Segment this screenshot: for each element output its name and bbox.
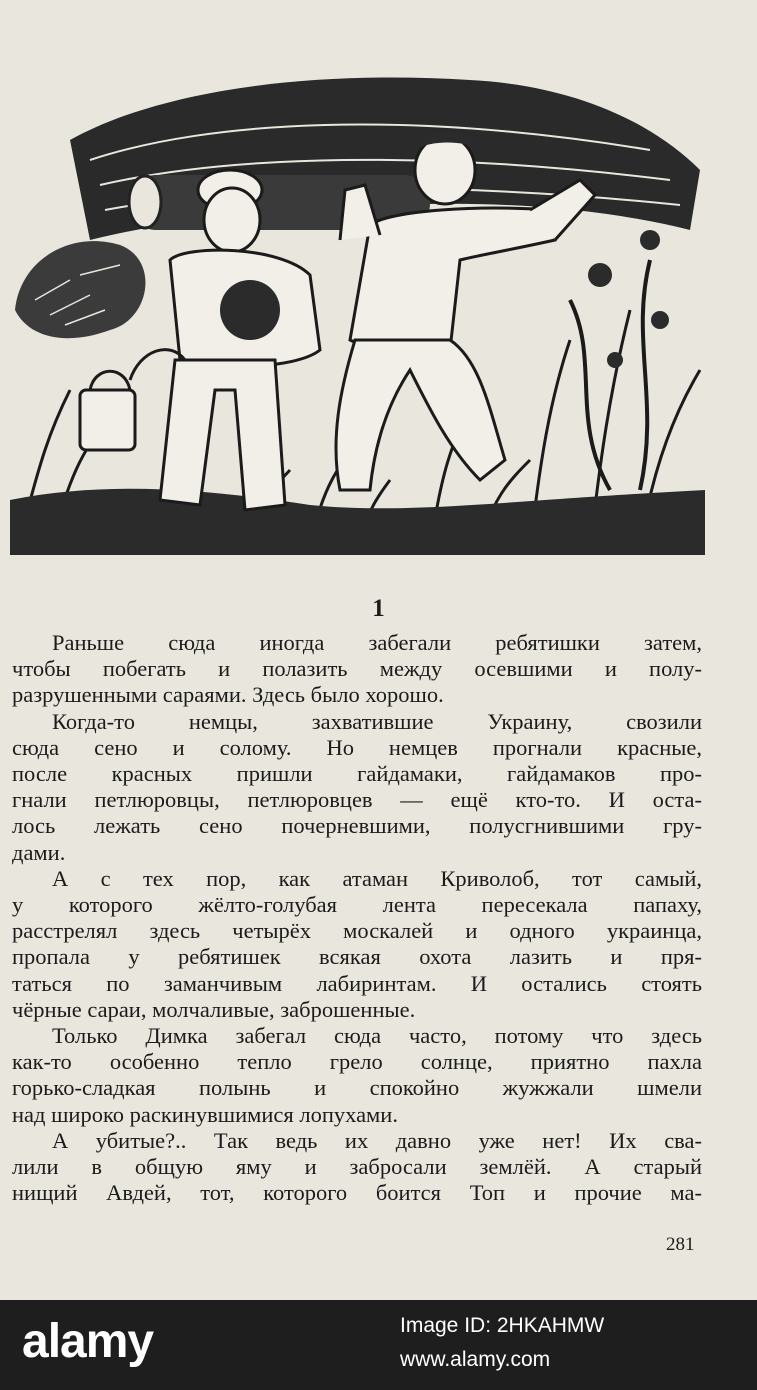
image-id: Image ID: 2HKAHMW bbox=[400, 1314, 605, 1337]
text-line: чтобы побегать и полазить между осевшими и полу- bbox=[12, 656, 702, 682]
text-line: горько-сладкая полынь и спокойно жужжали шмели bbox=[12, 1075, 702, 1101]
text-line: над широко раскинувшимися лопухами. bbox=[12, 1101, 398, 1127]
text-line: дами. bbox=[12, 839, 66, 865]
page-number: 281 bbox=[666, 1234, 695, 1255]
text-line: гнали петлюровцы, петлюровцев — ещё кто-то. И оста- bbox=[12, 787, 702, 813]
text-line: Раньше сюда иногда забегали ребятишки затем, bbox=[52, 630, 702, 655]
body-text bbox=[12, 630, 702, 1206]
text-line: А с тех пор, как атаман Криволоб, тот самый, bbox=[52, 865, 702, 891]
text-line: пропала у ребятишек всякая охота лазить и пря- bbox=[12, 944, 702, 970]
text-line: расстрелял здесь четырёх москалей и одного украинца, bbox=[12, 918, 702, 944]
site-url: www.alamy.com bbox=[400, 1348, 551, 1371]
text-line: лось лежать сено почерневшими, полусгнившими гру- bbox=[12, 813, 702, 839]
alamy-logo: alamy bbox=[22, 1315, 154, 1368]
text-line: у которого жёлто-голубая лента пересекала папаху, bbox=[12, 892, 702, 918]
text-line: нищий Авдей, тот, которого боится Топ и прочие ма- bbox=[12, 1180, 702, 1206]
text-line: таться по заманчивым лабиринтам. И остались стоять bbox=[12, 970, 702, 996]
text-line: лили в общую яму и забросали землёй. А старый bbox=[12, 1154, 702, 1180]
text-line: сюда сено и солому. Но немцев прогнали красные, bbox=[12, 734, 702, 760]
text-line: после красных пришли гайдамаки, гайдамаков про- bbox=[12, 761, 702, 787]
text-line: Только Димка забегал сюда часто, потому что здесь bbox=[52, 1023, 702, 1049]
chapter-number: 1 bbox=[372, 595, 385, 622]
text-line: как-то особенно тепло грело солнце, приятно пахла bbox=[12, 1049, 702, 1075]
watermark-footer bbox=[0, 1300, 757, 1390]
text-line: чёрные сараи, молчаливые, заброшенные. bbox=[12, 996, 416, 1022]
boys-by-barn-illustration bbox=[10, 60, 705, 555]
text-line: разрушенными сараями. Здесь было хорошо. bbox=[12, 682, 444, 708]
text-line: А убитые?.. Так ведь их давно уже нет! Их сва- bbox=[52, 1127, 702, 1153]
text-line: Когда-то немцы, захватившие Украину, свозили bbox=[52, 708, 702, 734]
